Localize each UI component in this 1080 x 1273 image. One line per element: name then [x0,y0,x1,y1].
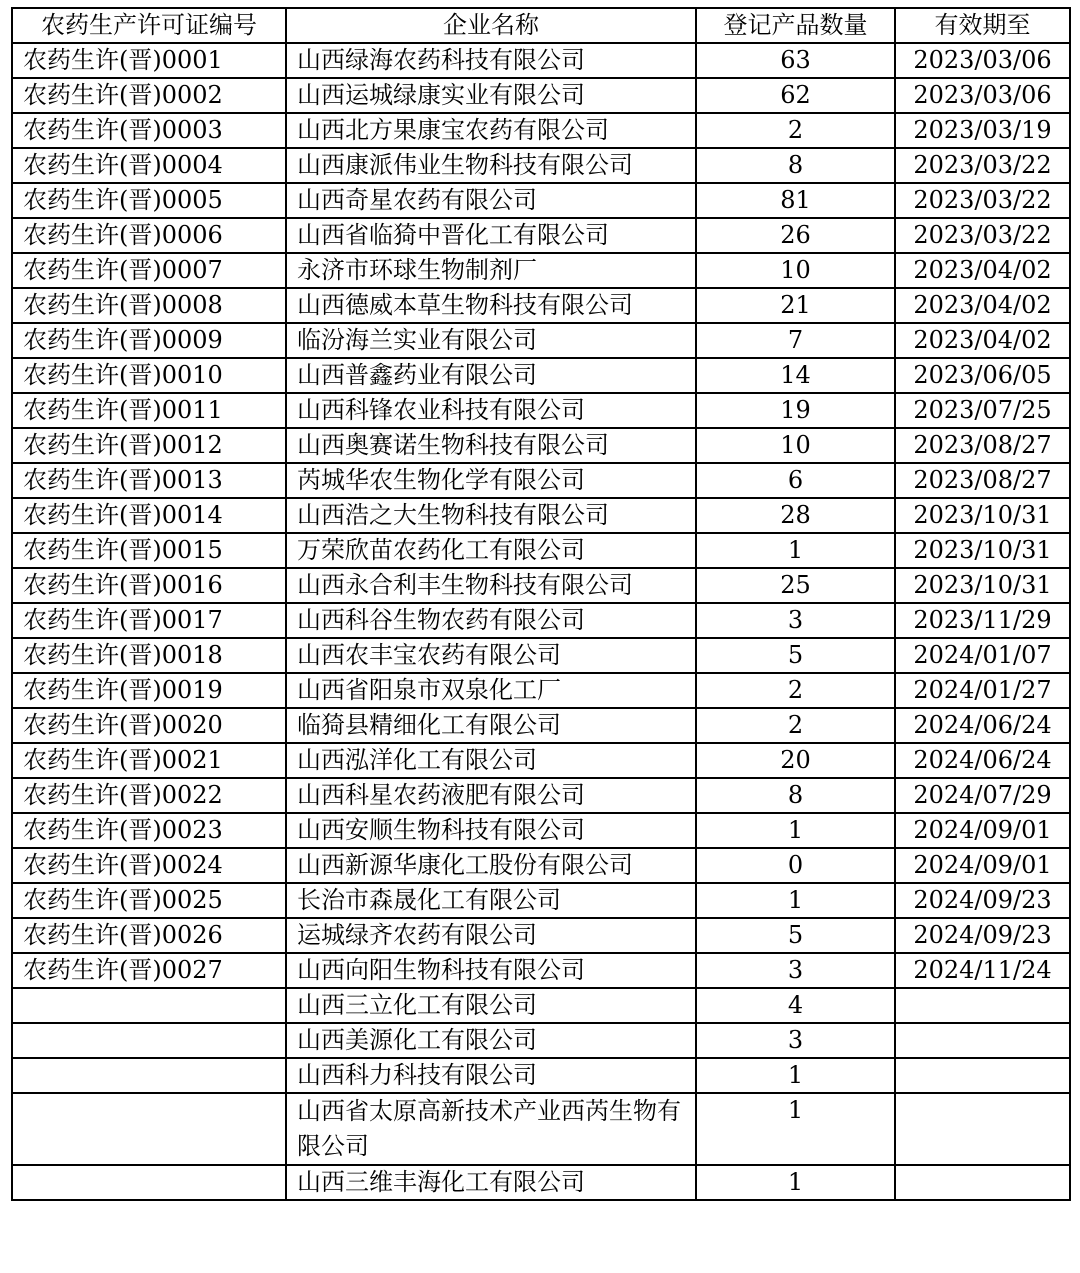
table-row [12,358,1070,393]
product-count-cell: 2 [696,113,895,148]
product-count-cell: 4 [696,988,895,1023]
table-row [12,463,1070,498]
table-row [12,1023,1070,1058]
product-count-cell: 63 [696,43,895,78]
company-name-cell: 山西省阳泉市双泉化工厂 [286,673,696,708]
expiry-date-cell: 2023/04/02 [895,323,1070,358]
table-row [12,568,1070,603]
product-count-cell: 62 [696,78,895,113]
license-table [11,7,1071,1201]
company-name-cell: 山西向阳生物科技有限公司 [286,953,696,988]
expiry-date-cell: 2023/08/27 [895,463,1070,498]
company-name-cell: 山西新源华康化工股份有限公司 [286,848,696,883]
license-number-cell: 农药生许(晋)0026 [12,918,286,953]
table-row [12,673,1070,708]
company-name-cell: 永济市环球生物制剂厂 [286,253,696,288]
header-license-number: 农药生产许可证编号 [12,8,286,43]
license-number-cell: 农药生许(晋)0011 [12,393,286,428]
company-name-cell: 山西省太原高新技术产业西芮生物有限公司 [286,1093,696,1165]
table-row [12,1093,1070,1165]
product-count-cell: 3 [696,603,895,638]
expiry-date-cell: 2023/10/31 [895,533,1070,568]
license-number-cell: 农药生许(晋)0027 [12,953,286,988]
expiry-date-cell [895,988,1070,1023]
company-name-cell: 山西农丰宝农药有限公司 [286,638,696,673]
expiry-date-cell: 2024/09/23 [895,918,1070,953]
expiry-date-cell: 2024/06/24 [895,708,1070,743]
table-row [12,1058,1070,1093]
header-expiry-date: 有效期至 [895,8,1070,43]
company-name-cell: 山西德威本草生物科技有限公司 [286,288,696,323]
expiry-date-cell [895,1165,1070,1200]
product-count-cell: 5 [696,638,895,673]
product-count-cell: 2 [696,708,895,743]
product-count-cell: 1 [696,533,895,568]
product-count-cell: 3 [696,1023,895,1058]
expiry-date-cell: 2023/08/27 [895,428,1070,463]
company-name-cell: 山西浩之大生物科技有限公司 [286,498,696,533]
expiry-date-cell [895,1058,1070,1093]
license-number-cell: 农药生许(晋)0025 [12,883,286,918]
expiry-date-cell: 2023/04/02 [895,253,1070,288]
product-count-cell: 25 [696,568,895,603]
product-count-cell: 1 [696,1093,895,1165]
license-number-cell [12,1058,286,1093]
company-name-cell: 山西安顺生物科技有限公司 [286,813,696,848]
table-row [12,253,1070,288]
license-number-cell: 农药生许(晋)0018 [12,638,286,673]
table-row [12,218,1070,253]
expiry-date-cell: 2023/03/19 [895,113,1070,148]
company-name-cell: 山西北方果康宝农药有限公司 [286,113,696,148]
company-name-cell: 芮城华农生物化学有限公司 [286,463,696,498]
expiry-date-cell: 2023/03/22 [895,218,1070,253]
expiry-date-cell: 2023/10/31 [895,568,1070,603]
header-company-name: 企业名称 [286,8,696,43]
product-count-cell: 1 [696,813,895,848]
product-count-cell: 7 [696,323,895,358]
table-row [12,813,1070,848]
table-row [12,113,1070,148]
license-number-cell: 农药生许(晋)0004 [12,148,286,183]
table-row [12,918,1070,953]
expiry-date-cell: 2023/07/25 [895,393,1070,428]
expiry-date-cell [895,1093,1070,1165]
license-number-cell: 农药生许(晋)0001 [12,43,286,78]
license-number-cell: 农药生许(晋)0006 [12,218,286,253]
table-row [12,288,1070,323]
product-count-cell: 1 [696,1165,895,1200]
expiry-date-cell: 2023/03/06 [895,43,1070,78]
company-name-cell: 临猗县精细化工有限公司 [286,708,696,743]
license-number-cell: 农药生许(晋)0005 [12,183,286,218]
license-number-cell [12,1093,286,1165]
product-count-cell: 10 [696,428,895,463]
table-row [12,78,1070,113]
table-row [12,708,1070,743]
license-number-cell: 农药生许(晋)0019 [12,673,286,708]
license-number-cell: 农药生许(晋)0003 [12,113,286,148]
company-name-cell: 山西绿海农药科技有限公司 [286,43,696,78]
license-number-cell: 农药生许(晋)0021 [12,743,286,778]
company-name-cell: 山西科谷生物农药有限公司 [286,603,696,638]
product-count-cell: 3 [696,953,895,988]
license-number-cell: 农药生许(晋)0014 [12,498,286,533]
table-row [12,778,1070,813]
license-number-cell: 农药生许(晋)0012 [12,428,286,463]
license-number-cell: 农药生许(晋)0007 [12,253,286,288]
product-count-cell: 20 [696,743,895,778]
expiry-date-cell [895,1023,1070,1058]
company-name-cell: 山西科星农药液肥有限公司 [286,778,696,813]
product-count-cell: 1 [696,883,895,918]
expiry-date-cell: 2023/10/31 [895,498,1070,533]
license-number-cell: 农药生许(晋)0017 [12,603,286,638]
table-row [12,953,1070,988]
license-number-cell: 农药生许(晋)0010 [12,358,286,393]
product-count-cell: 81 [696,183,895,218]
product-count-cell: 0 [696,848,895,883]
product-count-cell: 26 [696,218,895,253]
license-number-cell [12,1165,286,1200]
product-count-cell: 6 [696,463,895,498]
table-row [12,638,1070,673]
product-count-cell: 14 [696,358,895,393]
company-name-cell: 临汾海兰实业有限公司 [286,323,696,358]
table-row [12,323,1070,358]
company-name-cell: 山西科力科技有限公司 [286,1058,696,1093]
license-number-cell: 农药生许(晋)0020 [12,708,286,743]
header-product-count: 登记产品数量 [696,8,895,43]
product-count-cell: 28 [696,498,895,533]
table-row [12,533,1070,568]
expiry-date-cell: 2023/03/22 [895,183,1070,218]
company-name-cell: 山西三立化工有限公司 [286,988,696,1023]
product-count-cell: 10 [696,253,895,288]
expiry-date-cell: 2024/01/27 [895,673,1070,708]
license-number-cell: 农药生许(晋)0013 [12,463,286,498]
expiry-date-cell: 2023/03/06 [895,78,1070,113]
table-row [12,183,1070,218]
company-name-cell: 万荣欣苗农药化工有限公司 [286,533,696,568]
table-row [12,393,1070,428]
company-name-cell: 山西省临猗中晋化工有限公司 [286,218,696,253]
company-name-cell: 山西奥赛诺生物科技有限公司 [286,428,696,463]
table-row [12,988,1070,1023]
expiry-date-cell: 2024/06/24 [895,743,1070,778]
table-row [12,148,1070,183]
expiry-date-cell: 2024/09/01 [895,813,1070,848]
license-number-cell: 农药生许(晋)0008 [12,288,286,323]
expiry-date-cell: 2023/11/29 [895,603,1070,638]
product-count-cell: 5 [696,918,895,953]
license-number-cell [12,1023,286,1058]
license-number-cell [12,988,286,1023]
table-row [12,43,1070,78]
table-row [12,1165,1070,1200]
expiry-date-cell: 2023/04/02 [895,288,1070,323]
company-name-cell: 长治市森晟化工有限公司 [286,883,696,918]
table-row [12,848,1070,883]
expiry-date-cell: 2024/09/23 [895,883,1070,918]
company-name-cell: 山西运城绿康实业有限公司 [286,78,696,113]
table-row [12,498,1070,533]
expiry-date-cell: 2023/06/05 [895,358,1070,393]
company-name-cell: 山西普鑫药业有限公司 [286,358,696,393]
license-number-cell: 农药生许(晋)0016 [12,568,286,603]
license-number-cell: 农药生许(晋)0015 [12,533,286,568]
license-number-cell: 农药生许(晋)0022 [12,778,286,813]
expiry-date-cell: 2024/09/01 [895,848,1070,883]
expiry-date-cell: 2024/11/24 [895,953,1070,988]
company-name-cell: 山西美源化工有限公司 [286,1023,696,1058]
company-name-cell: 山西康派伟业生物科技有限公司 [286,148,696,183]
table-row [12,883,1070,918]
company-name-cell: 运城绿齐农药有限公司 [286,918,696,953]
license-number-cell: 农药生许(晋)0002 [12,78,286,113]
product-count-cell: 8 [696,148,895,183]
table-row [12,603,1070,638]
license-number-cell: 农药生许(晋)0023 [12,813,286,848]
product-count-cell: 19 [696,393,895,428]
table-row [12,428,1070,463]
product-count-cell: 8 [696,778,895,813]
product-count-cell: 2 [696,673,895,708]
product-count-cell: 21 [696,288,895,323]
table-header-row [12,8,1070,43]
product-count-cell: 1 [696,1058,895,1093]
table-row [12,743,1070,778]
company-name-cell: 山西三维丰海化工有限公司 [286,1165,696,1200]
company-name-cell: 山西永合利丰生物科技有限公司 [286,568,696,603]
table-body [12,43,1070,1200]
expiry-date-cell: 2024/07/29 [895,778,1070,813]
company-name-cell: 山西科锋农业科技有限公司 [286,393,696,428]
expiry-date-cell: 2024/01/07 [895,638,1070,673]
expiry-date-cell: 2023/03/22 [895,148,1070,183]
license-number-cell: 农药生许(晋)0024 [12,848,286,883]
company-name-cell: 山西泓洋化工有限公司 [286,743,696,778]
license-number-cell: 农药生许(晋)0009 [12,323,286,358]
company-name-cell: 山西奇星农药有限公司 [286,183,696,218]
